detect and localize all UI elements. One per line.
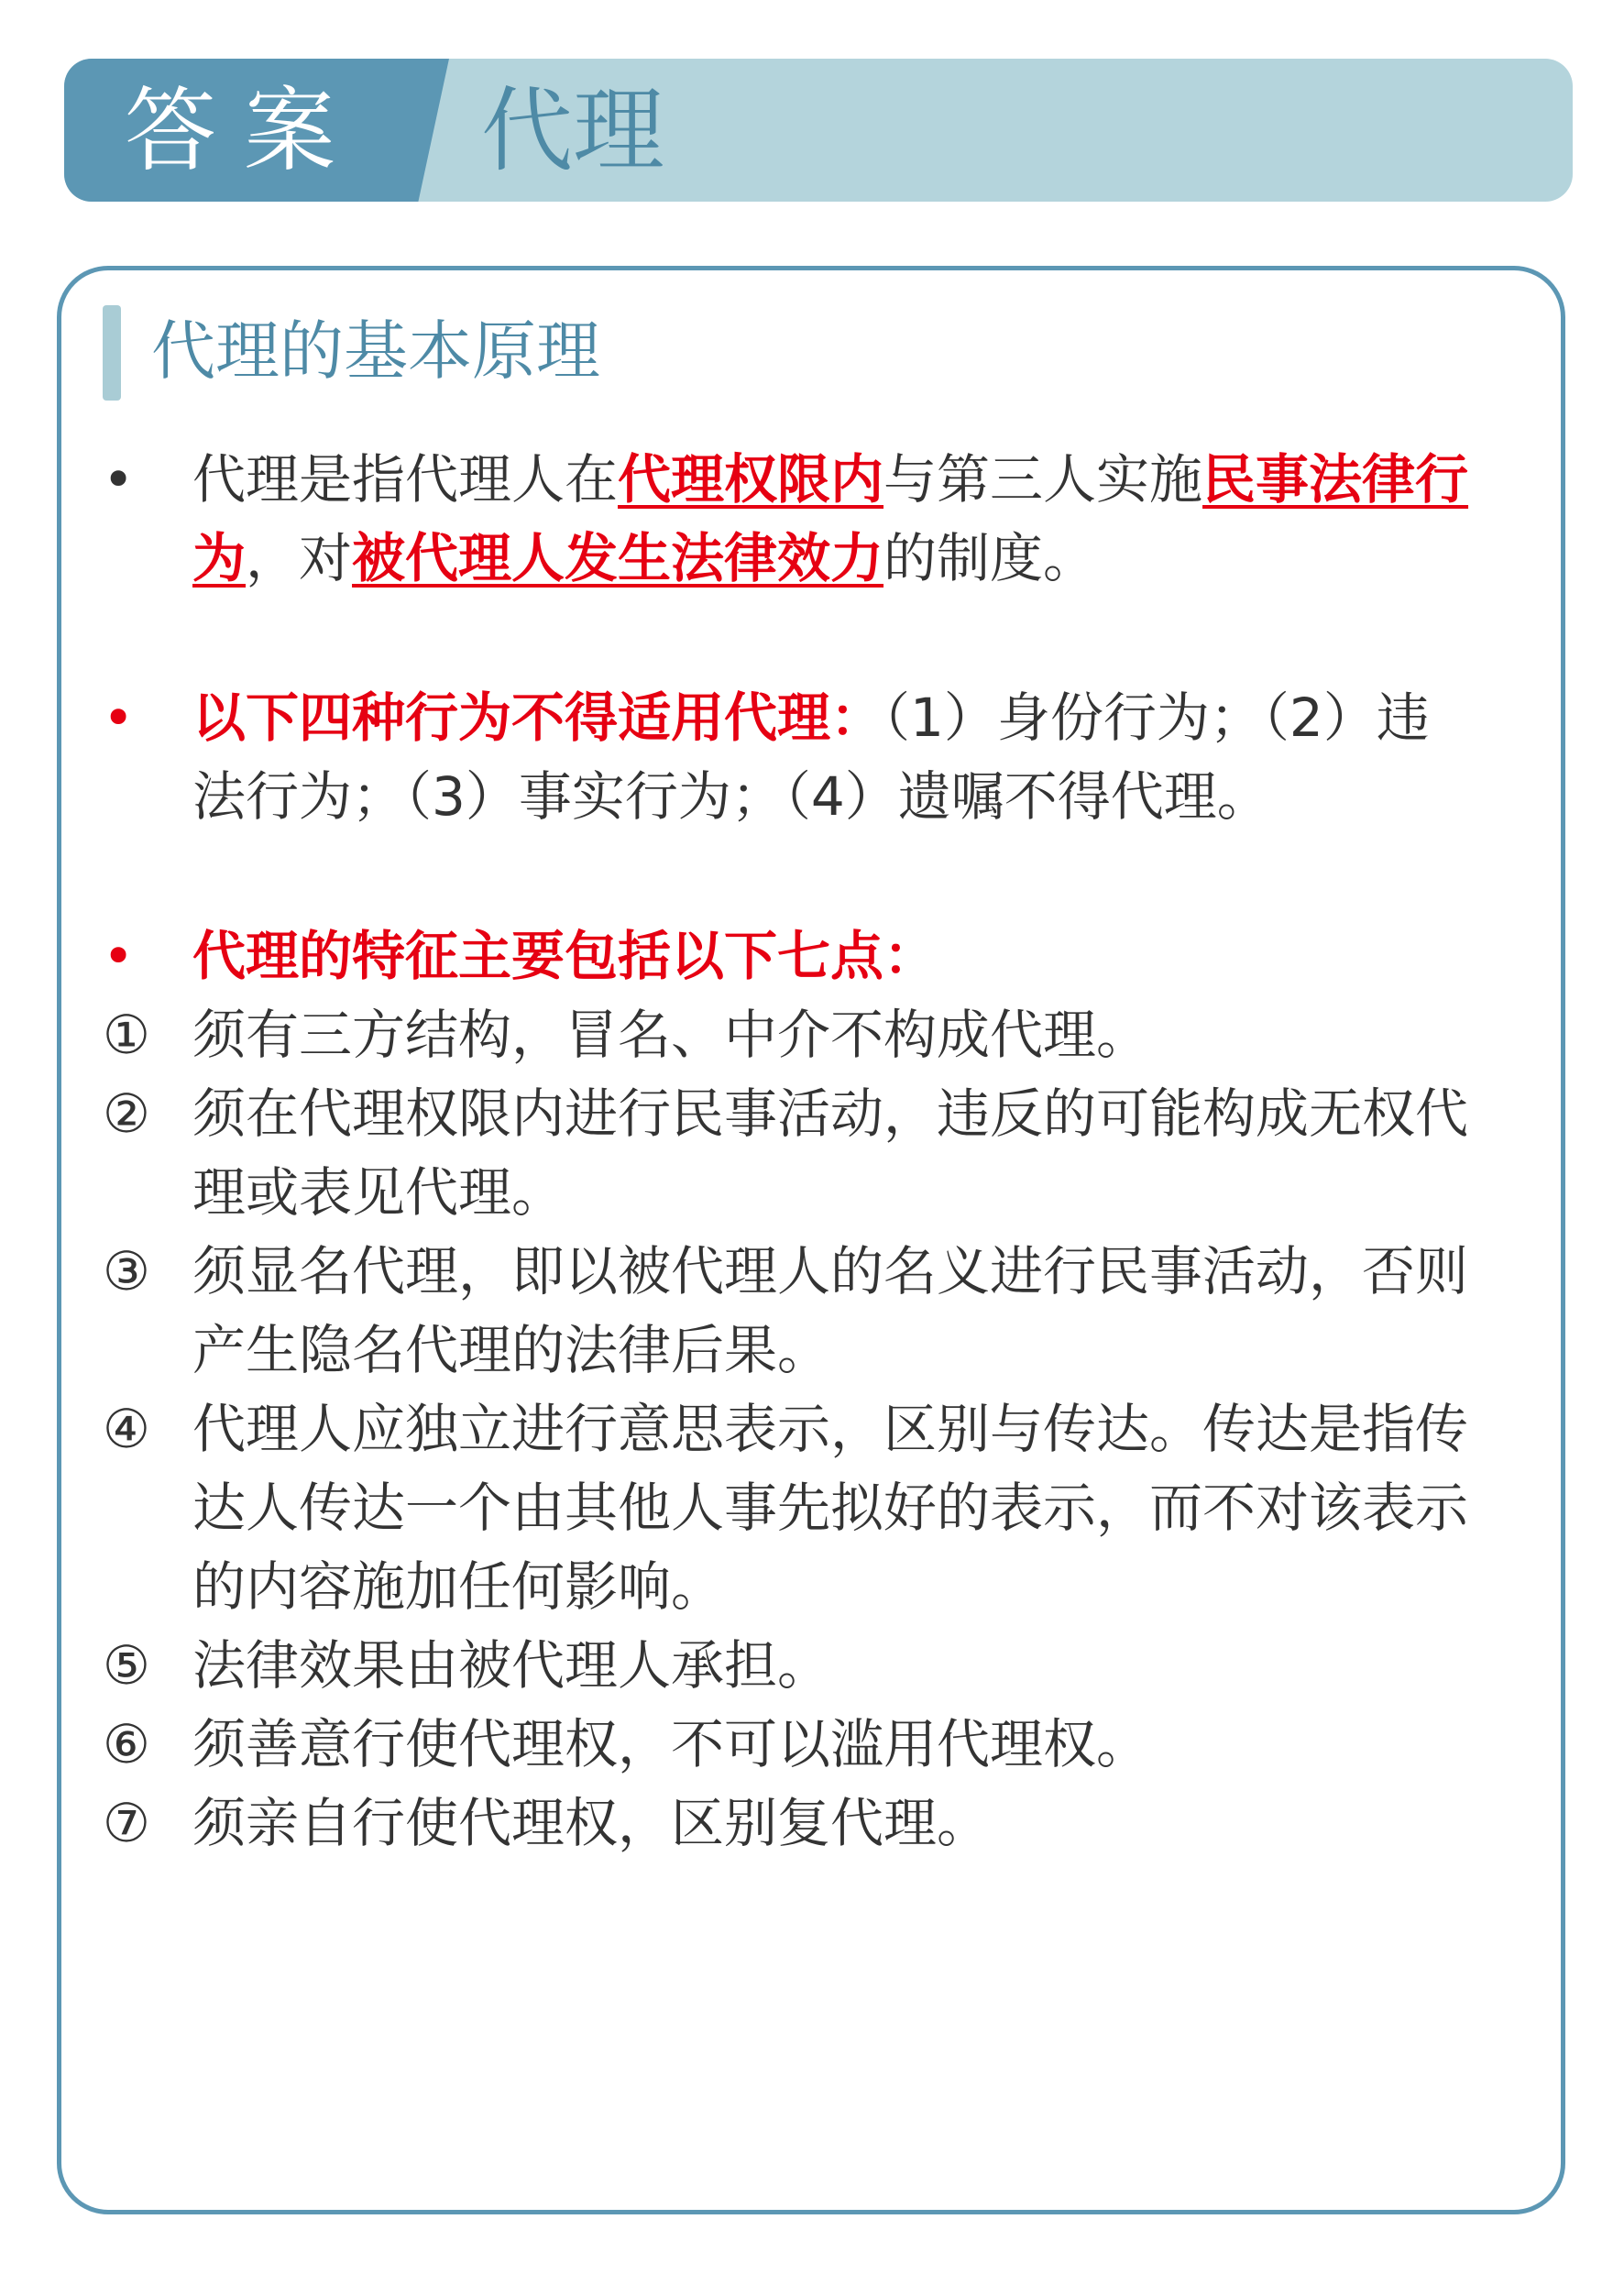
feature-4-line-3: 的内容施加任何影响。 [192, 1555, 725, 1618]
para2-lead: 以下四种行为不得适用代理： [192, 687, 884, 749]
bullet-2: • [103, 687, 135, 749]
feature-4-line-2: 达人传达一个由其他人事先拟好的表示，而不对该表示 [192, 1477, 1469, 1539]
para2-line2: 法行为；（3）事实行为；（4）遗嘱不得代理。 [192, 765, 1270, 828]
feature-1-line-1: 须有三方结构，冒名、中介不构成代理。 [192, 1004, 1150, 1066]
para1-highlight-authority: 代理权限内 [618, 448, 884, 511]
para1-text-a: 代理是指代理人在 [192, 448, 619, 511]
section-accent-bar [103, 305, 121, 401]
feature-5-number: ⑤ [103, 1634, 150, 1697]
feature-4-line-1: 代理人应独立进行意思表示，区别与传达。传达是指传 [192, 1398, 1469, 1460]
feature-2-number: ② [103, 1082, 150, 1145]
feature-3-line-2: 产生隐名代理的法律后果。 [192, 1319, 831, 1381]
feature-3-number: ③ [103, 1240, 150, 1302]
para3-lead: 代理的特征主要包括以下七点： [192, 925, 938, 987]
bullet-1: • [103, 448, 135, 511]
header-banner [64, 59, 1573, 202]
feature-6-number: ⑥ [103, 1713, 150, 1775]
feature-2-line-2: 理或表见代理。 [192, 1161, 565, 1224]
feature-4-number: ④ [103, 1398, 150, 1460]
para2-line1 [192, 678, 1531, 757]
banner-topic-label: 代理 [481, 77, 664, 184]
para1-highlight-effect: 被代理人发生法律效力 [352, 527, 884, 589]
feature-2-line-1: 须在代理权限内进行民事活动，违反的可能构成无权代 [192, 1082, 1469, 1145]
feature-6-line-1: 须善意行使代理权，不可以滥用代理权。 [192, 1713, 1150, 1775]
banner-answer-label: 答案 [125, 77, 363, 184]
feature-5-line-1: 法律效果由被代理人承担。 [192, 1634, 831, 1697]
feature-1-number: ① [103, 1004, 150, 1066]
section-title: 代理的基本原理 [151, 313, 600, 389]
feature-7-line-1: 须亲自行使代理权，区别复代理。 [192, 1792, 991, 1854]
feature-3-line-1: 须显名代理，即以被代理人的名义进行民事活动，否则 [192, 1240, 1469, 1302]
feature-7-number: ⑦ [103, 1792, 150, 1854]
para1-text-b: ，对 [246, 527, 353, 589]
para1-highlight-civil-act: 民事法律行 [1202, 448, 1469, 511]
para1-line1 [192, 440, 1531, 519]
para1-text-c: 与第三人实施 [883, 448, 1203, 511]
bullet-3: • [103, 925, 135, 987]
para1-line2 [192, 519, 1531, 598]
para1-text-d: 的制度。 [883, 527, 1097, 589]
para1-highlight-civil-act-end: 为 [192, 527, 247, 589]
para2-text-1: （1）身份行为；（2）违 [883, 687, 1430, 749]
